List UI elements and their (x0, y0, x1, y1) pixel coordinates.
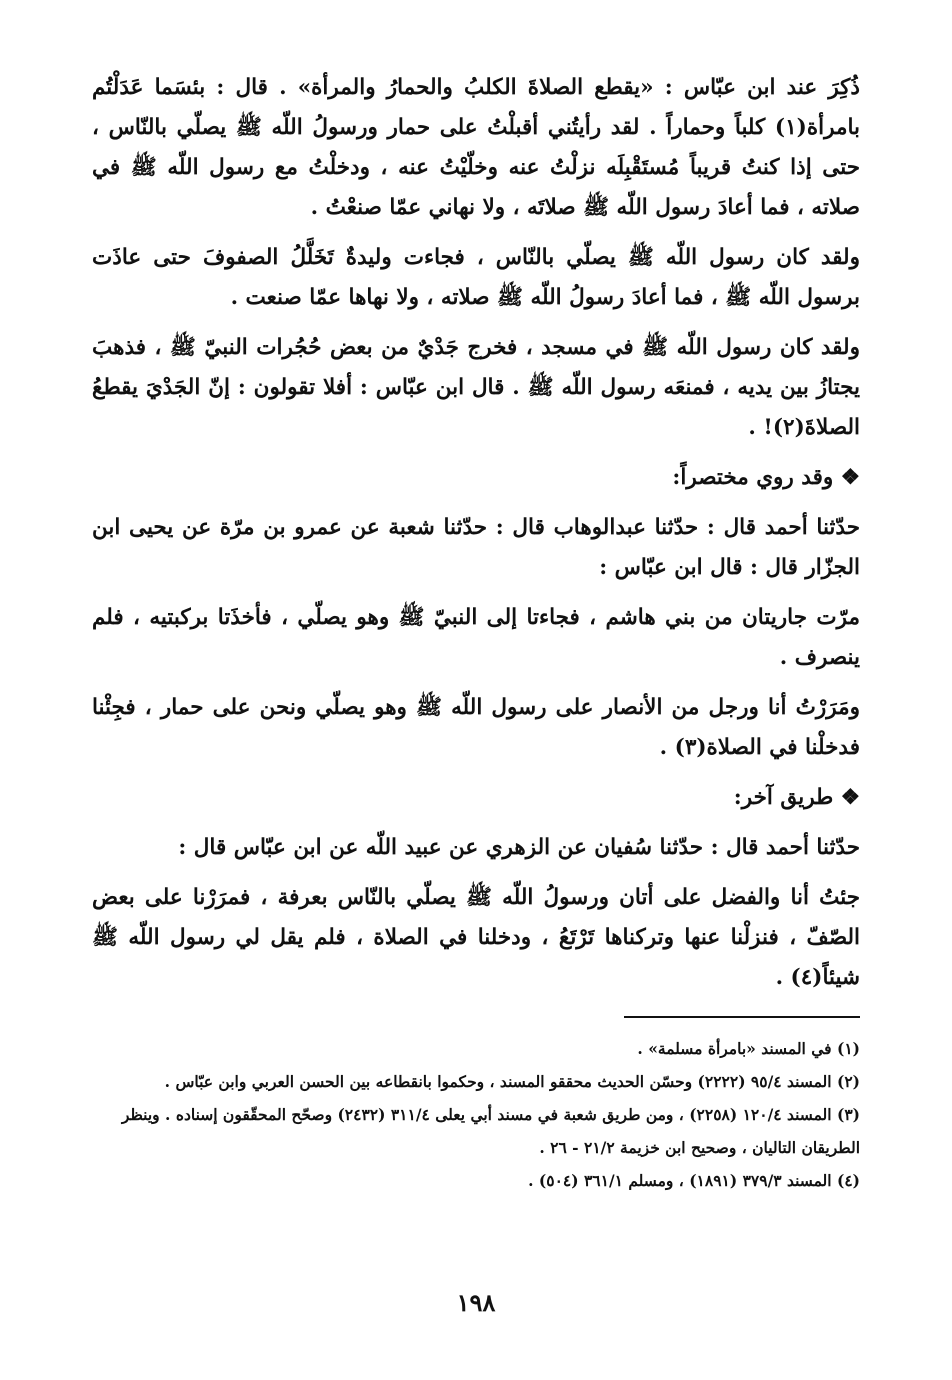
footnote-1: (١) في المسند «بامرأة مسلمة» . (637, 1039, 860, 1058)
page-number: ١٩٨ (456, 1288, 496, 1317)
section-heading-tariq-akhar: ❖ طريق آخر: (733, 785, 860, 810)
paragraph-jariyatan: مرّت جاريتان من بني هاشم ، فجاءتا إلى النبيّ ﷺ وهو يصلّي ، فأخذَتا بركبتيه ، فلم ينصرف . (92, 605, 860, 670)
footnote-divider (624, 1016, 860, 1018)
footnote-4: (٤) المسند ٣٧٩/٣ (١٨٩١) ، ومسلم ٣٦١/١ (٥٠٤) . (528, 1171, 860, 1190)
paragraph-isnad-1: حدّثنا أحمد قال : حدّثنا عبدالوهاب قال : حدّثنا شعبة عن عمرو بن مرّة عن يحيى ابن الجزّار قال : قال ابن عبّاس : (92, 515, 860, 580)
paragraph-marartu: ومَرَرْتُ أنا ورجل من الأنصار على رسول اللّه ﷺ وهو يصلّي ونحن على حمار ، فجِئْنا فدخلْنا في الصلاة(٣) . (92, 695, 860, 760)
body-text (92, 68, 860, 998)
footnotes (92, 1032, 860, 1197)
paragraph-jady: ولقد كان رسول اللّه ﷺ في مسجد ، فخرج جَدْيٌ من بعض حُجُرات النبيّ ﷺ ، فذهبَ يجتازُ بين يديه ، فمنعَه رسول اللّه ﷺ . قال ابن عبّاس : أفلا تقولون : إنّ الجَدْيَ يقطعُ الصلاةَ(٢)! . (92, 335, 860, 440)
paragraph-ibn-abbas-narration: ذُكِرَ عند ابن عبّاس : «يقطع الصلاةَ الكلبُ والحمارُ والمرأة» . قال : بئسَما عَدَلْتُم بامرأة(١) كلباً وحماراً . لقد رأيتُني أقبلْتُ على حمار ورسولُ اللّه ﷺ يصلّي بالنّاس ، حتى إذا كنتُ قريباً مُستَقْبِلَه نزلْتُ عنه وخلّيْتُ عنه ، ودخلْتُ مع رسول اللّه ﷺ في صلاته ، فما أعادَ رسول اللّه ﷺ صلاتَه ، ولا نهاني عمّا صنعْتُ . (92, 75, 860, 220)
section-heading-mukhtasar: ❖ وقد روي مختصراً: (672, 465, 860, 490)
footnote-3: (٣) المسند ١٢٠/٤ (٢٢٥٨) ، ومن طريق شعبة في مسند أبي يعلى ٣١١/٤ (٢٤٣٢) وصحّح المحقّقون إسناده . وينظر الطريقان التاليان ، وصحيح ابن خزيمة ٢١/٢ - ٢٦ . (121, 1105, 860, 1157)
paragraph-walida: ولقد كان رسول اللّه ﷺ يصلّي بالنّاس ، فجاءت وليدةٌ تَخَلَّلُ الصفوفَ حتى عاذَت برسول اللّه ﷺ ، فما أعادَ رسولُ اللّه ﷺ صلاته ، ولا نهاها عمّا صنعت . (92, 245, 860, 310)
footnote-2: (٢) المسند ٩٥/٤ (٢٢٢٢) وحسّن الحديث محققو المسند ، وحكموا بانقطاعه بين الحسن العربي وابن عبّاس . (164, 1072, 860, 1091)
paragraph-ji-tu: جئتُ أنا والفضل على أتان ورسولُ اللّه ﷺ يصلّي بالنّاس بعرفة ، فمرَرْنا على بعض الصّفّ ، فنزلْنا عنها وتركناها تَرْتَعُ ، ودخلنا في الصلاة ، فلم يقل لي رسول اللّه ﷺ شيئاً(٤) . (92, 885, 860, 990)
paragraph-isnad-2: حدّثنا أحمد قال : حدّثنا سُفيان عن الزهري عن عبيد اللّه عن ابن عبّاس قال : (178, 835, 860, 860)
